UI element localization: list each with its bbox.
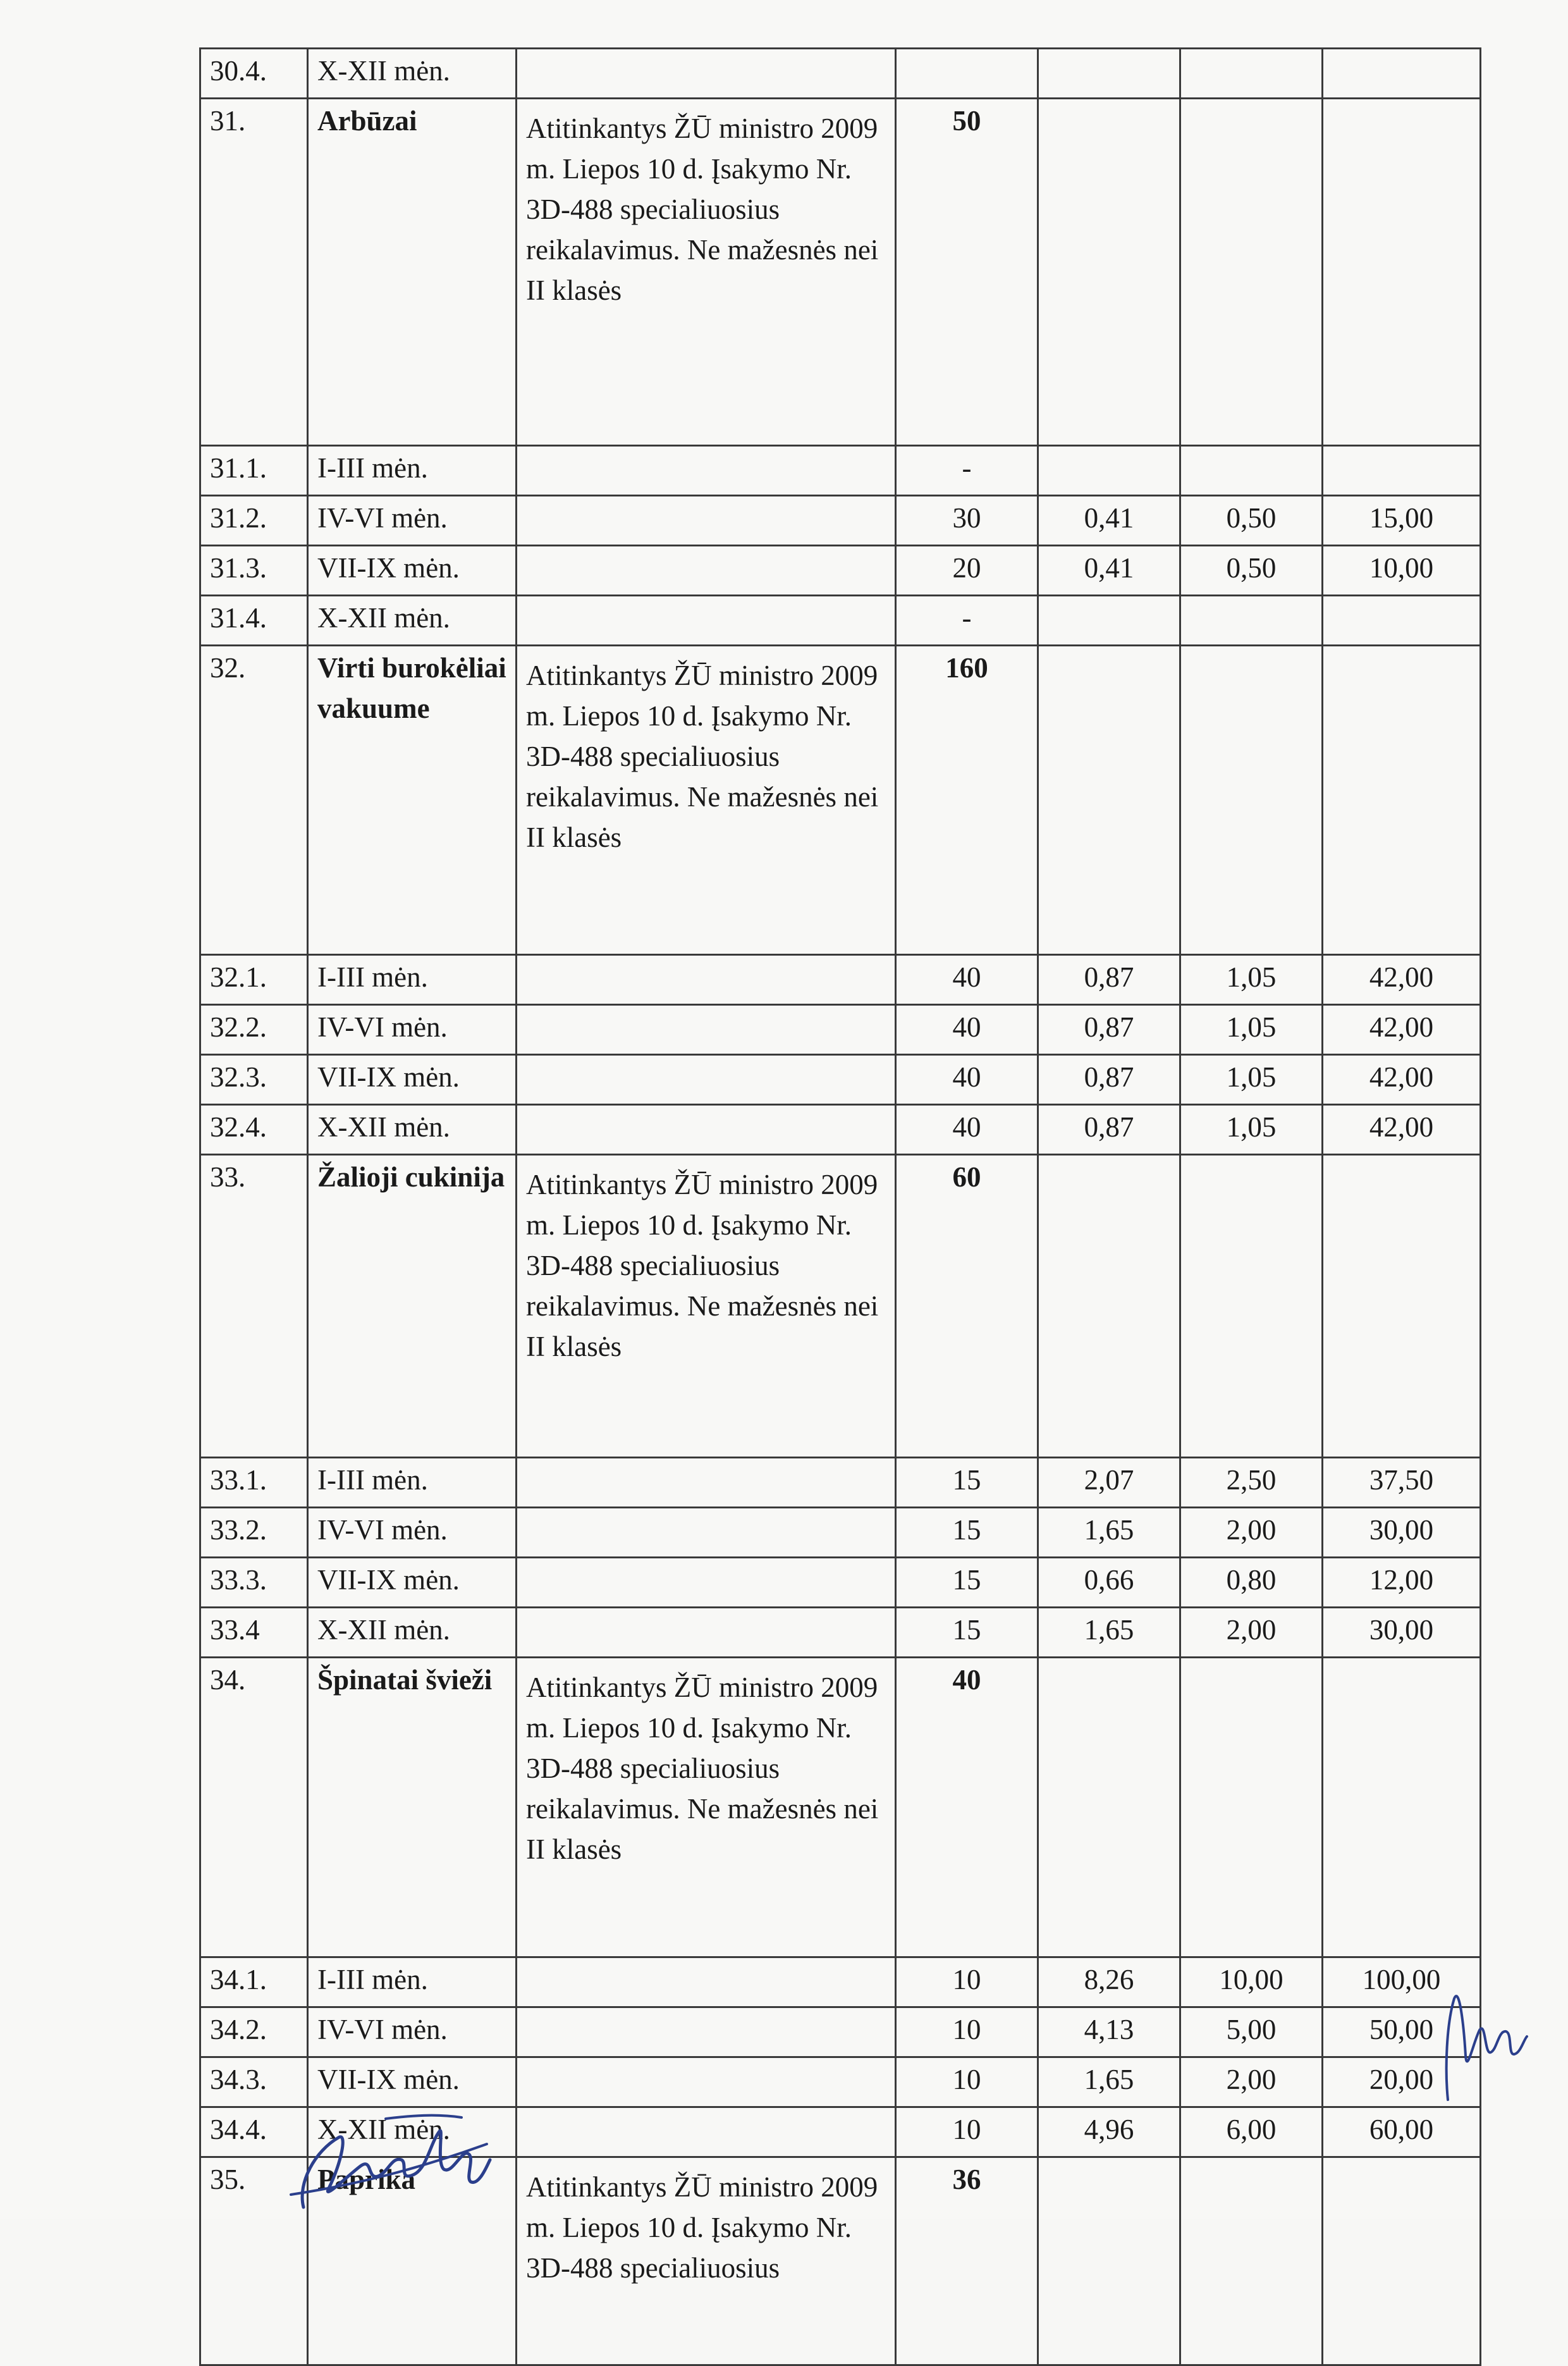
requirements-cell	[517, 2057, 896, 2107]
unit-price-vat-cell: 2,00	[1180, 1608, 1323, 1658]
unit-price-cell: 0,66	[1038, 1558, 1180, 1608]
unit-price-vat-cell: 0,50	[1180, 546, 1323, 596]
product-row	[200, 646, 1481, 955]
requirements-cell: Atitinkantys ŽŪ ministro 2009 m. Liepos 10 d. Įsakymo Nr. 3D-488 specialiuosius	[517, 2157, 896, 2365]
unit-price-vat-cell: 6,00	[1180, 2107, 1323, 2157]
requirements-cell	[517, 1957, 896, 2007]
row-number: 31.2.	[200, 496, 308, 546]
unit-price-vat-cell: 1,05	[1180, 1055, 1323, 1105]
unit-price-vat-cell: 2,50	[1180, 1458, 1323, 1508]
period-row	[200, 596, 1481, 646]
period-label: X-XII mėn.	[308, 596, 517, 646]
product-name: Virti burokėliai vakuume	[308, 646, 517, 955]
sum-cell	[1323, 646, 1481, 955]
row-number: 34.4.	[200, 2107, 308, 2157]
quantity-cell: 10	[896, 1957, 1038, 2007]
sum-cell: 100,00	[1323, 1957, 1481, 2007]
period-label: VII-IX mėn.	[308, 1055, 517, 1105]
unit-price-vat-cell	[1180, 446, 1323, 496]
requirements-cell: Atitinkantys ŽŪ ministro 2009 m. Liepos 10 d. Įsakymo Nr. 3D-488 specialiuosius reikalavimus. Ne mažesnės nei II klasės	[517, 99, 896, 446]
unit-price-cell: 0,87	[1038, 1055, 1180, 1105]
quantity-cell: 10	[896, 2107, 1038, 2157]
quantity-cell: 36	[896, 2157, 1038, 2365]
period-label: VII-IX mėn.	[308, 2057, 517, 2107]
period-label: VII-IX mėn.	[308, 1558, 517, 1608]
row-number: 34.3.	[200, 2057, 308, 2107]
unit-price-cell: 1,65	[1038, 1608, 1180, 1658]
quantity-cell: 15	[896, 1608, 1038, 1658]
row-number: 31.1.	[200, 446, 308, 496]
unit-price-cell: 0,87	[1038, 955, 1180, 1005]
requirements-cell	[517, 2007, 896, 2057]
quantity-cell: 30	[896, 496, 1038, 546]
period-label: X-XII mėn.	[308, 49, 517, 99]
period-label: X-XII mėn.	[308, 2107, 517, 2157]
unit-price-cell	[1038, 2157, 1180, 2365]
sum-cell: 42,00	[1323, 1005, 1481, 1055]
sum-cell: 42,00	[1323, 1105, 1481, 1155]
unit-price-cell	[1038, 99, 1180, 446]
period-row	[200, 1105, 1481, 1155]
sum-cell	[1323, 2157, 1481, 2365]
quantity-cell: 15	[896, 1458, 1038, 1508]
unit-price-cell: 8,26	[1038, 1957, 1180, 2007]
sum-cell: 20,00	[1323, 2057, 1481, 2107]
product-name: Paprika	[308, 2157, 517, 2365]
period-label: I-III mėn.	[308, 1957, 517, 2007]
requirements-cell	[517, 49, 896, 99]
requirements-cell	[517, 1558, 896, 1608]
row-number: 31.	[200, 99, 308, 446]
table-body	[200, 49, 1481, 2365]
quantity-cell: 15	[896, 1558, 1038, 1608]
quantity-cell: 40	[896, 1658, 1038, 1957]
period-label: IV-VI mėn.	[308, 496, 517, 546]
unit-price-cell: 4,13	[1038, 2007, 1180, 2057]
period-label: I-III mėn.	[308, 446, 517, 496]
row-number: 32.3.	[200, 1055, 308, 1105]
unit-price-vat-cell	[1180, 596, 1323, 646]
period-row	[200, 955, 1481, 1005]
quantity-cell: 160	[896, 646, 1038, 955]
product-name: Žalioji cukinija	[308, 1155, 517, 1458]
period-row	[200, 496, 1481, 546]
signature-left	[278, 2106, 493, 2217]
quantity-cell: 10	[896, 2057, 1038, 2107]
sum-cell: 10,00	[1323, 546, 1481, 596]
row-number: 33.4	[200, 1608, 308, 1658]
row-number: 34.	[200, 1658, 308, 1957]
row-number: 34.2.	[200, 2007, 308, 2057]
unit-price-vat-cell	[1180, 2157, 1323, 2365]
row-number: 32.2.	[200, 1005, 308, 1055]
period-row	[200, 1558, 1481, 1608]
period-row	[200, 446, 1481, 496]
unit-price-vat-cell: 1,05	[1180, 955, 1323, 1005]
unit-price-vat-cell: 5,00	[1180, 2007, 1323, 2057]
quantity-cell: 50	[896, 99, 1038, 446]
sum-cell	[1323, 1155, 1481, 1458]
quantity-cell: 20	[896, 546, 1038, 596]
unit-price-cell: 0,41	[1038, 546, 1180, 596]
unit-price-cell	[1038, 49, 1180, 99]
sum-cell	[1323, 99, 1481, 446]
period-row	[200, 1608, 1481, 1658]
row-number: 30.4.	[200, 49, 308, 99]
procurement-table	[199, 47, 1481, 2366]
quantity-cell: 15	[896, 1508, 1038, 1558]
sum-cell	[1323, 596, 1481, 646]
period-label: I-III mėn.	[308, 955, 517, 1005]
requirements-cell: Atitinkantys ŽŪ ministro 2009 m. Liepos 10 d. Įsakymo Nr. 3D-488 specialiuosius reikalavimus. Ne mažesnės nei II klasės	[517, 1155, 896, 1458]
product-row	[200, 1155, 1481, 1458]
quantity-cell: 40	[896, 955, 1038, 1005]
period-row	[200, 1458, 1481, 1508]
row-number: 32.	[200, 646, 308, 955]
product-row	[200, 1658, 1481, 1957]
sum-cell	[1323, 1658, 1481, 1957]
unit-price-cell: 0,41	[1038, 496, 1180, 546]
sum-cell: 12,00	[1323, 1558, 1481, 1608]
period-row	[200, 2057, 1481, 2107]
product-row	[200, 99, 1481, 446]
requirements-cell	[517, 1105, 896, 1155]
row-number: 33.3.	[200, 1558, 308, 1608]
unit-price-vat-cell: 0,80	[1180, 1558, 1323, 1608]
row-number: 33.1.	[200, 1458, 308, 1508]
quantity-cell	[896, 49, 1038, 99]
sum-cell	[1323, 49, 1481, 99]
unit-price-vat-cell: 1,05	[1180, 1105, 1323, 1155]
unit-price-cell	[1038, 596, 1180, 646]
period-row	[200, 546, 1481, 596]
quantity-cell: 10	[896, 2007, 1038, 2057]
unit-price-cell: 4,96	[1038, 2107, 1180, 2157]
requirements-cell	[517, 496, 896, 546]
unit-price-cell: 2,07	[1038, 1458, 1180, 1508]
unit-price-cell: 1,65	[1038, 2057, 1180, 2107]
row-number: 31.4.	[200, 596, 308, 646]
sum-cell: 30,00	[1323, 1608, 1481, 1658]
sum-cell: 30,00	[1323, 1508, 1481, 1558]
unit-price-vat-cell: 2,00	[1180, 1508, 1323, 1558]
sum-cell: 15,00	[1323, 496, 1481, 546]
unit-price-cell	[1038, 446, 1180, 496]
requirements-cell	[517, 1055, 896, 1105]
requirements-cell	[517, 1608, 896, 1658]
requirements-cell	[517, 955, 896, 1005]
period-label: X-XII mėn.	[308, 1105, 517, 1155]
period-label: X-XII mėn.	[308, 1608, 517, 1658]
period-row	[200, 1957, 1481, 2007]
sum-cell: 42,00	[1323, 1055, 1481, 1105]
period-label: I-III mėn.	[308, 1458, 517, 1508]
period-label: VII-IX mėn.	[308, 546, 517, 596]
period-label: IV-VI mėn.	[308, 1508, 517, 1558]
requirements-cell	[517, 546, 896, 596]
row-number: 32.4.	[200, 1105, 308, 1155]
requirements-cell	[517, 2107, 896, 2157]
sum-cell: 60,00	[1323, 2107, 1481, 2157]
product-name: Arbūzai	[308, 99, 517, 446]
period-label: IV-VI mėn.	[308, 1005, 517, 1055]
unit-price-vat-cell: 10,00	[1180, 1957, 1323, 2007]
row-number: 33.	[200, 1155, 308, 1458]
sum-cell: 37,50	[1323, 1458, 1481, 1508]
unit-price-vat-cell	[1180, 646, 1323, 955]
unit-price-vat-cell	[1180, 99, 1323, 446]
requirements-cell	[517, 1005, 896, 1055]
period-row	[200, 1005, 1481, 1055]
unit-price-cell	[1038, 1658, 1180, 1957]
unit-price-cell	[1038, 646, 1180, 955]
unit-price-cell: 1,65	[1038, 1508, 1180, 1558]
row-number: 34.1.	[200, 1957, 308, 2007]
quantity-cell: 40	[896, 1055, 1038, 1105]
unit-price-vat-cell: 2,00	[1180, 2057, 1323, 2107]
period-label: IV-VI mėn.	[308, 2007, 517, 2057]
unit-price-vat-cell	[1180, 1155, 1323, 1458]
row-number: 35.	[200, 2157, 308, 2365]
unit-price-vat-cell: 1,05	[1180, 1005, 1323, 1055]
row-number: 33.2.	[200, 1508, 308, 1558]
requirements-cell	[517, 596, 896, 646]
unit-price-cell	[1038, 1155, 1180, 1458]
quantity-cell: -	[896, 446, 1038, 496]
quantity-cell: 40	[896, 1005, 1038, 1055]
requirements-cell: Atitinkantys ŽŪ ministro 2009 m. Liepos 10 d. Įsakymo Nr. 3D-488 specialiuosius reikalavimus. Ne mažesnės nei II klasės	[517, 1658, 896, 1957]
row-number: 31.3.	[200, 546, 308, 596]
quantity-cell: 40	[896, 1105, 1038, 1155]
requirements-cell: Atitinkantys ŽŪ ministro 2009 m. Liepos 10 d. Įsakymo Nr. 3D-488 specialiuosius reikalavimus. Ne mažesnės nei II klasės	[517, 646, 896, 955]
product-name: Špinatai švieži	[308, 1658, 517, 1957]
period-row	[200, 1055, 1481, 1105]
sum-cell: 50,00	[1323, 2007, 1481, 2057]
period-row	[200, 49, 1481, 99]
requirements-cell	[517, 1458, 896, 1508]
requirements-cell	[517, 1508, 896, 1558]
requirements-cell	[517, 446, 896, 496]
quantity-cell: -	[896, 596, 1038, 646]
signature-right	[1435, 1986, 1530, 2106]
unit-price-vat-cell	[1180, 1658, 1323, 1957]
quantity-cell: 60	[896, 1155, 1038, 1458]
unit-price-cell: 0,87	[1038, 1005, 1180, 1055]
unit-price-vat-cell: 0,50	[1180, 496, 1323, 546]
row-number: 32.1.	[200, 955, 308, 1005]
period-row	[200, 1508, 1481, 1558]
unit-price-vat-cell	[1180, 49, 1323, 99]
sum-cell: 42,00	[1323, 955, 1481, 1005]
sum-cell	[1323, 446, 1481, 496]
period-row	[200, 2007, 1481, 2057]
unit-price-cell: 0,87	[1038, 1105, 1180, 1155]
